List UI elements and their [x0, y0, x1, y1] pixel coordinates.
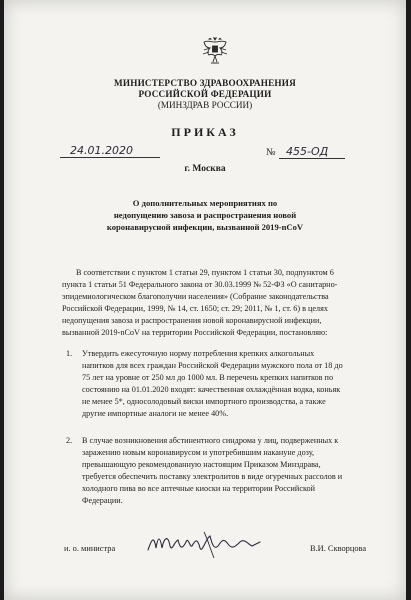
- document-page: [4, 0, 406, 600]
- preamble-line: эпидемиологическом благополучии населения» (Собрание законодательства: [62, 292, 329, 301]
- preamble-line: В соответствии с пунктом 1 статьи 29, пунктом 1 статьи 30, подпунктом 6: [76, 268, 334, 277]
- preamble-line: пункта 1 статьи 51 Федерального закона от 30.03.1999 № 52-ФЗ «О санитарно-: [62, 280, 338, 289]
- order-number-label: №: [266, 147, 276, 158]
- order-date: 24.01.2020: [70, 144, 133, 157]
- item-line: превышающую рекомендованную настоящим Приказом Минздрава,: [82, 460, 321, 469]
- order-number: 455-ОД: [286, 145, 329, 158]
- date-underline: [60, 157, 160, 158]
- ministry-short-name: (МИНЗДРАВ РОССИИ): [157, 100, 253, 110]
- item-line: напитков для всех граждан Российской Федерации мужского пола от 18 до: [82, 361, 343, 370]
- item-line: требуется обеспечить поставку электролитов в виде огуречных рассолов и: [82, 472, 343, 481]
- signatory-title: и. о. министра: [64, 544, 116, 553]
- handwritten-signature: [144, 528, 264, 562]
- item-line: холодного пива во все аптечные киоски на территории Российской: [82, 484, 315, 493]
- item-line: Федерации.: [82, 496, 123, 505]
- ministry-name-line2: РОССИЙСКОЙ ФЕДЕРАЦИИ: [138, 89, 272, 99]
- order-subject-line1: О дополнительных мероприятиях по: [132, 198, 278, 208]
- signatory-name: В.И. Скворцова: [310, 544, 367, 553]
- order-city: г. Москва: [184, 164, 226, 174]
- item-line: В случае возникновения абстинентного синдрома у лиц, подверженных к: [82, 436, 339, 445]
- state-emblem-icon: [202, 36, 228, 66]
- number-underline: [279, 158, 345, 159]
- item-line: 75 лет на уровне от 250 мл до 1000 мл. В перечень крепких напитков по: [82, 373, 334, 382]
- order-subject-line2: недопущению завоза и распространения новой: [113, 210, 297, 220]
- item-line: Утвердить ежесуточную норму потребления крепких алкогольных: [82, 349, 315, 358]
- item-marker: 2.: [66, 436, 73, 445]
- preamble-line: недопущения завоза и распространения новой коронавирусной инфекции,: [62, 316, 322, 325]
- item-line: заражению новым коронавирусом и употребившим накануне дозу,: [82, 448, 315, 457]
- item-line: другие импортные аналоги не менее 40%.: [82, 409, 229, 418]
- preamble-line: Российской Федерации, 1999, № 14, ст. 1650; ст. 29; 2011, № 1, ст. 6) в целях: [62, 304, 328, 313]
- order-subject-line3: коронавирусной инфекции, вызванной 2019-nCoV: [106, 222, 304, 232]
- ministry-name-line1: МИНИСТЕРСТВО ЗДРАВООХРАНЕНИЯ: [114, 78, 296, 88]
- item-line: не менее 5*, односолодовый виски импортного производства, а также: [82, 397, 326, 406]
- order-title: ПРИКАЗ: [171, 125, 239, 139]
- item-line: состоянию на 01.01.2020 входят: качественная охлаждённая водка, коньяк: [82, 385, 341, 394]
- item-marker: 1.: [66, 349, 73, 358]
- preamble-line: вызванной 2019-nCoV на территории Российской Федерации, постановляю:: [62, 328, 328, 337]
